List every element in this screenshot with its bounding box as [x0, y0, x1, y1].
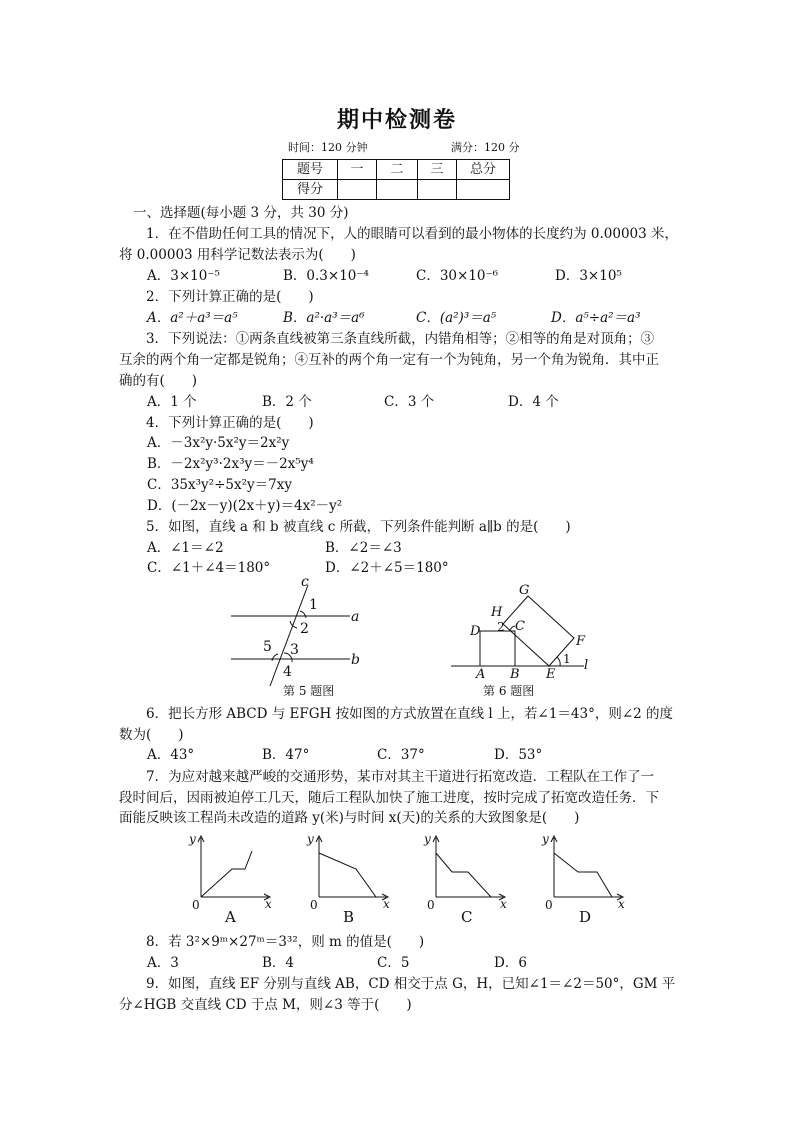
graph-a-x: x: [265, 897, 272, 911]
exam-total-score: 满分：120 分: [451, 141, 520, 154]
graph-b-y: y: [307, 832, 314, 846]
graph-d-y: y: [542, 832, 549, 846]
graph-a-origin: 0: [192, 898, 200, 912]
q2-option-d[interactable]: D．a⁵÷a²＝a³: [551, 310, 641, 326]
fig6-label-d: D: [470, 624, 481, 639]
q4-stem: 4．下列计算正确的是( ): [146, 415, 314, 431]
q4-option-b[interactable]: B．－2x²y³·2x³y＝－2x⁵y⁴: [147, 456, 314, 472]
rect-abcd: [480, 631, 515, 666]
graph-a: [198, 836, 270, 900]
q2-option-c[interactable]: C．(a²)³＝a⁵: [416, 310, 497, 326]
graph-a-label[interactable]: A: [225, 908, 236, 926]
q3-option-c[interactable]: C．3 个: [384, 394, 435, 410]
q3-option-a[interactable]: A．1 个: [147, 394, 197, 410]
q5-option-a[interactable]: A．∠1＝∠2: [147, 540, 224, 556]
q8-option-c[interactable]: C．5: [377, 955, 410, 971]
q1-stem-cont: 将 0.00003 用科学记数法表示为( ): [119, 247, 356, 263]
q4-option-c[interactable]: C．35x³y²÷5x²y＝7xy: [147, 477, 292, 493]
angle-arc-5: [272, 654, 278, 661]
graph-d-origin: 0: [545, 898, 553, 912]
q3-option-d[interactable]: D．4 个: [508, 394, 559, 410]
q8-option-d[interactable]: D．6: [494, 955, 527, 971]
fig6-label-g: G: [519, 583, 530, 598]
q1-stem: 1．在不借助任何工具的情况下，人的眼睛可以看到的最小物体的长度约为 0.00003 米，: [146, 226, 678, 242]
q8-option-b[interactable]: B．4: [262, 955, 295, 971]
fig6-label-c: C: [515, 619, 525, 634]
fig5-label-c: c: [301, 574, 309, 590]
q6-option-a[interactable]: A．43°: [147, 747, 195, 763]
q5-option-d[interactable]: D．∠2＋∠5＝180°: [325, 560, 449, 576]
fig6-label-2: 2: [497, 620, 505, 634]
score-table-header: 题号: [283, 160, 338, 180]
score-table-header: 三: [418, 160, 457, 180]
fig6-label-a: A: [476, 667, 486, 682]
graph-b-x: x: [383, 897, 390, 911]
q8-stem: 8．若 3²×9ᵐ×27ᵐ＝3³²，则 m 的值是( ): [146, 934, 425, 950]
fig6-caption: 第 6 题图: [483, 684, 535, 698]
q4-option-d[interactable]: D．(－2x－y)(2x＋y)＝4x²－y²: [147, 498, 343, 514]
q4-option-a[interactable]: A．－3x²y·5x²y＝2x²y: [147, 435, 290, 451]
q6-stem: 6．把长方形 ABCD 与 EFGH 按如图的方式放置在直线 l 上，若∠1＝43°，则∠2 的度: [146, 706, 674, 722]
graph-c-origin: 0: [427, 898, 435, 912]
graph-c: [433, 836, 505, 900]
fig6-label-b: B: [510, 667, 520, 682]
graph-c-y: y: [424, 832, 431, 846]
graph-d-label[interactable]: D: [579, 908, 592, 926]
q5-stem: 5．如图，直线 a 和 b 被直线 c 所截，下列条件能判断 a∥b 的是( ): [146, 519, 571, 535]
q6-option-b[interactable]: B．47°: [262, 747, 310, 763]
fig6-label-e: E: [546, 667, 556, 682]
graph-b: [316, 836, 388, 900]
q8-option-a[interactable]: A．3: [147, 955, 179, 971]
graph-d: [551, 836, 623, 900]
fig6-label-f: F: [576, 634, 586, 649]
fig5-label-a: a: [351, 609, 360, 625]
q7-stem: 7．为应对越来越严峻的交通形势，某市对其主干道进行拓宽改造．工程队在工作了一: [146, 769, 655, 785]
graph-b-label[interactable]: B: [343, 908, 355, 926]
graph-c-x: x: [500, 897, 507, 911]
q6-stem-cont: 数为( ): [119, 727, 184, 743]
q5-option-b[interactable]: B．∠2＝∠3: [325, 540, 402, 556]
fig5-label-2: 2: [300, 621, 309, 637]
score-table-row-label: 得分: [283, 180, 338, 200]
q6-option-d[interactable]: D．53°: [494, 747, 543, 763]
graph-b-origin: 0: [310, 898, 318, 912]
angle-arc-1: [300, 611, 306, 618]
graph-d-x: x: [618, 897, 625, 911]
page-title: 期中检测卷: [336, 107, 457, 133]
q1-option-a[interactable]: A．3×10⁻⁵: [147, 268, 220, 284]
q1-option-c[interactable]: C．30×10⁻⁶: [416, 268, 499, 284]
q7-stem-cont2: 面能反映该工程尚未改造的道路 y(米)与时间 x(天)的关系的大致图象是( ): [119, 810, 580, 826]
fig5-caption: 第 5 题图: [283, 684, 335, 698]
q3-stem-cont2: 确的有( ): [119, 373, 198, 389]
graph-a-y: y: [189, 832, 196, 846]
fig5-label-b: b: [351, 652, 360, 668]
score-table-header: 一: [338, 160, 377, 180]
q5-option-c[interactable]: C．∠1＋∠4＝180°: [147, 560, 271, 576]
fig6-label-1: 1: [563, 652, 571, 666]
q3-option-b[interactable]: B．2 个: [262, 394, 312, 410]
section-heading: 一、选择题(每小题 3 分，共 30 分): [133, 205, 349, 221]
q2-option-b[interactable]: B．a²·a³＝a⁶: [283, 310, 365, 326]
q7-stem-cont: 段时间后，因雨被迫停工几天，随后工程队加快了施工进度，按时完成了拓宽改造任务．下: [119, 790, 659, 806]
q1-option-b[interactable]: B．0.3×10⁻⁴: [283, 268, 369, 284]
fig5-label-3: 3: [290, 642, 299, 658]
exam-time: 时间：120 分钟: [288, 141, 368, 154]
q6-option-c[interactable]: C．37°: [377, 747, 425, 763]
q3-stem: 3．下列说法：①两条直线被第三条直线所截，内错角相等；②相等的角是对顶角；③: [146, 331, 655, 347]
fig5-label-4: 4: [283, 664, 292, 680]
graph-c-label[interactable]: C: [461, 908, 473, 926]
q9-stem-cont: 分∠HGB 交直线 CD 于点 M，则∠3 等于( ): [119, 997, 412, 1013]
q9-stem: 9．如图，直线 EF 分别与直线 AB，CD 相交于点 G，H，已知∠1＝∠2＝50°，GM 平: [146, 976, 676, 992]
fig6-label-h: H: [491, 605, 503, 620]
fig5-label-5: 5: [263, 639, 272, 655]
fig6-label-l: l: [584, 658, 589, 673]
score-table-header: 二: [377, 160, 418, 180]
q3-stem-cont: 互余的两个角一定都是锐角；④互补的两个角一定有一个为钝角，另一个角为锐角．其中正: [119, 352, 659, 368]
score-table-header: 总分: [457, 160, 510, 180]
angle-arc-1: [557, 657, 560, 666]
q1-option-d[interactable]: D．3×10⁵: [555, 268, 622, 284]
q2-stem: 2．下列计算正确的是( ): [146, 289, 314, 305]
q2-option-a[interactable]: A．a²＋a³＝a⁵: [147, 310, 238, 326]
fig5-label-1: 1: [309, 597, 318, 613]
